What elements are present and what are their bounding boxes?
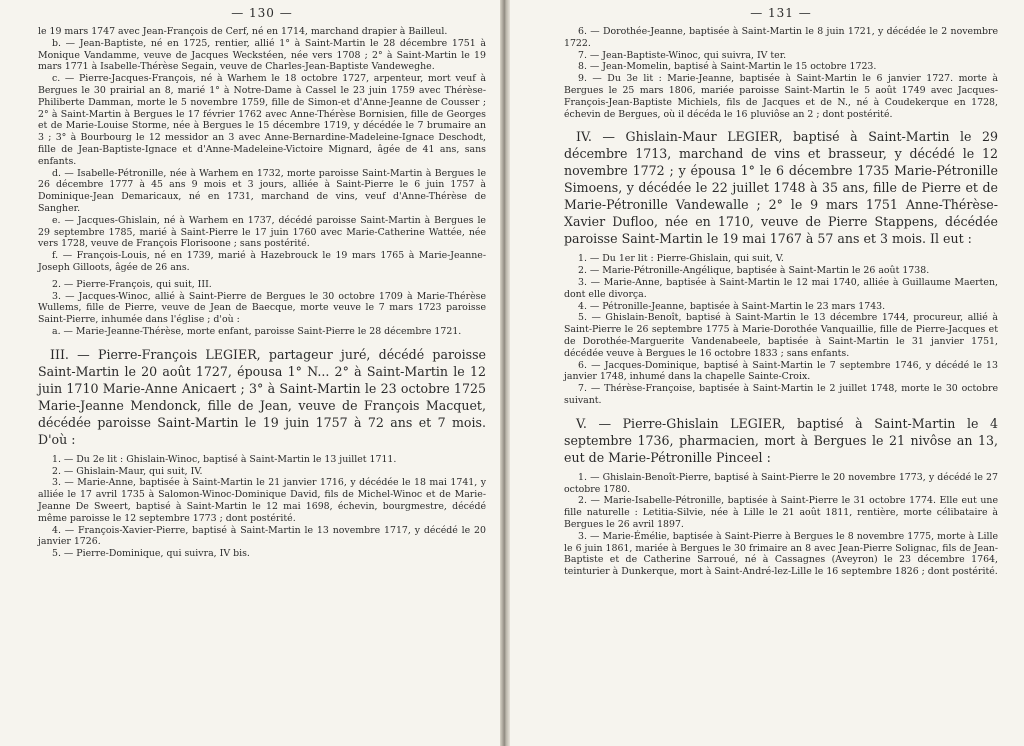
paragraph: 2. — Pierre-François, qui suit, III. [52,278,212,290]
paragraph: f. — François-Louis, né en 1739, marié à Hazebrouck le 19 mars 1765 à Marie-Jeanne-Joseph Gilloots, âgée de 26 ans. [38,250,486,273]
page-number-right: — 131 — [750,6,812,20]
page-number-left: — 130 — [231,6,293,20]
left-page [0,0,500,746]
child-entry: 8. — Jean-Momelin, baptisé à Saint-Martin le 15 octobre 1723. [578,61,877,73]
paragraph: le 19 mars 1747 avec Jean-François de Cerf, né en 1714, marchand drapier à Bailleul. [38,26,448,37]
child-entry: 3. — Marie-Anne, baptisée à Saint-Martin le 21 janvier 1716, y décédée le 18 mai 1741, y alliée le 17 avril 1735 à Salomon-Winoc-Dominique David, fils de Michel-Winoc et de Marie-Jeanne De Sweert, baptisé à Saint-Martin le 12 mai 1698, échevin, bourgmestre, décédé même paroisse le 12 septembre 1773 ; dont postérité. [38,477,486,524]
section-heading-iv: IV. — Ghislain-Maur LEGIER, baptisé à Saint-Martin le 29 décembre 1713, marchand de vins et brasseur, y décédé le 12 novembre 1772 ; y épousa 1° le 6 décembre 1735 Marie-Pétronille Simoens, y décédée le 22 juillet 1748 à 35 ans, fille de Pierre et de Marie-Pétronille Vandewalle ; 2° le 9 mars 1751 Anne-Thérèse-Xavier Dufloo, née en 1710, veuve de Pierre Stappens, décédée paroisse Saint-Martin le 19 mai 1767 à 57 ans et 3 mois. Il eut : [564,129,998,247]
paragraph: a. — Marie-Jeanne-Thérèse, morte enfant, paroisse Saint-Pierre le 28 décembre 1721. [52,325,462,337]
child-entry: 1. — Du 1er lit : Pierre-Ghislain, qui suit, V. [578,253,784,265]
child-entry: 9. — Du 3e lit : Marie-Jeanne, baptisée à Saint-Martin le 6 janvier 1727. morte à Bergues le 25 mars 1806, mariée paroisse Saint-Martin le 5 août 1749 avec Jacques-François-Jean-Baptiste Michiels, fils de Jacques et de N., né à Coudekerque en 1728, échevin de Bergues, où il décéda le 16 pluviôse an 2 ; dont postérité. [564,73,998,120]
child-entry: 3. — Marie-Émélie, baptisée à Saint-Pierre à Bergues le 8 novembre 1775, morte à Lille le 6 juin 1861, mariée à Bergues le 30 frimaire an 8 avec Jean-Pierre Solignac, fils de Jean-Baptiste et de Catherine Sarroué, né à Cassagnes (Aveyron) le 23 décembre 1764, teinturier à Dunkerque, mort à Saint-André-lez-Lille le 16 septembre 1826 ; dont postérité. [564,530,998,578]
child-entry: 2. — Ghislain-Maur, qui suit, IV. [52,465,203,477]
paragraph: c. — Pierre-Jacques-François, né à Warhem le 18 octobre 1727, arpenteur, mort veuf à Bergues le 30 prairial an 8, marié 1° à Notre-Dame à Cassel le 23 juin 1759 avec Thérèse-Philiberte Damman, morte le 5 novembre 1759, fille de Simon-et d'Anne-Jeanne de Cousser ; 2° à Saint-Martin à Bergues le 17 février 1762 avec Anne-Thérèse Bornisien, fille de Georges et de Marie-Louise Storme, née à Bergues le 15 décembre 1719, y décédée le 7 brumaire an 3 ; 3° à Bourbourg le 12 messidor an 3 avec Anne-Bernardine-Madeleine-Ignace Deschodt, fille de Jean-Baptiste-Ignace et d'Anne-Madeleine-Victoire Mignard, âgée de 41 ans, sans enfants. [38,73,486,167]
child-entry: 1. — Du 2e lit : Ghislain-Winoc, baptisé à Saint-Martin le 13 juillet 1711. [52,453,397,465]
section-heading-v: V. — Pierre-Ghislain LEGIER, baptisé à Saint-Martin le 4 septembre 1736, pharmacien, mort à Bergues le 21 nivôse an 13, eut de Marie-Pétronille Pinceel : [564,415,998,465]
child-entry: 4. — Pétronille-Jeanne, baptisée à Saint-Martin le 23 mars 1743. [578,300,886,312]
paragraph: 3. — Jacques-Winoc, allié à Saint-Pierre de Bergues le 30 octobre 1709 à Marie-Thérèse Wullems, fille de Pierre, veuve de Jean de Baecque, morte veuve le 7 mars 1723 paroisse Saint-Pierre, inhumée dans l'église ; d'où : [38,290,486,326]
child-entry: 5. — Ghislain-Benoît, baptisé à Saint-Martin le 13 décembre 1744, procureur, allié à Saint-Pierre le 26 septembre 1775 à Marie-Dorothée Vanquaillie, fille de Pierre-Jacques et de Dorothée-Marguerite Vandenabeele, baptisée à Saint-Martin le 31 janvier 1751, décédée veuve à Bergues le 16 octobre 1833 ; sans enfants. [564,312,998,359]
child-entry: 7. — Thérèse-Françoise, baptisée à Saint-Martin le 2 juillet 1748, morte le 30 octobre suivant. [564,383,998,406]
child-entry: 5. — Pierre-Dominique, qui suivra, IV bis. [52,548,250,560]
paragraph: d. — Isabelle-Pétronille, née à Warhem en 1732, morte paroisse Saint-Martin à Bergues le 26 décembre 1777 à 45 ans 9 mois et 3 jours, alliée à Saint-Pierre le 6 juin 1757 à Dominique-Jean Demaricaux, né en 1731, marchand de vins, veuf d'Anne-Thérèse de Sangher. [38,167,486,214]
section-heading-iii: III. — Pierre-François LEGIER, partageur juré, décédé paroisse Saint-Martin le 20 août 1727, épousa 1° N... 2° à Saint-Martin le 12 juin 1710 Marie-Anne Anicaert ; 3° à Saint-Martin le 23 octobre 1725 Marie-Jeanne Mendonck, fille de Jean, veuve de François Macquet, décédée paroisse Saint-Martin le 19 juin 1757 à 72 ans et 7 mois. D'où : [38,346,486,447]
paragraph: b. — Jean-Baptiste, né en 1725, rentier, allié 1° à Saint-Martin le 28 décembre 1751 à Monique Vandamme, veuve de Jacques Weckstéen, née vers 1708 ; 2° à Saint-Martin le 19 mars 1771 à Isabelle-Thérèse Segain, veuve de Charles-Jean-Baptiste Vandeweghe. [38,37,486,73]
child-entry: 3. — Marie-Anne, baptisée à Saint-Martin le 12 mai 1740, alliée à Guillaume Maerten, dont elle divorça. [564,276,998,300]
child-entry: 1. — Ghislain-Benoît-Pierre, baptisé à Saint-Pierre le 20 novembre 1773, y décédé le 27 octobre 1780. [564,471,998,495]
book-gutter [500,0,510,746]
child-entry: 4. — François-Xavier-Pierre, baptisé à Saint-Martin le 13 novembre 1717, y décédé le 20 janvier 1726. [38,524,486,548]
child-entry: 6. — Jacques-Dominique, baptisé à Saint-Martin le 7 septembre 1746, y décédé le 13 janvier 1748, inhumé dans la chapelle Sainte-Croix. [564,359,998,383]
child-entry: 2. — Marie-Pétronille-Angélique, baptisée à Saint-Martin le 26 août 1738. [578,265,930,277]
child-entry: 2. — Marie-Isabelle-Pétronille, baptisée à Saint-Pierre le 31 octobre 1774. Elle eut une fille naturelle : Letitia-Silvie, née à Lille le 21 août 1811, rentière, morte célibataire à Bergues le 26 avril 1897. [564,495,998,530]
child-entry: 6. — Dorothée-Jeanne, baptisée à Saint-Martin le 8 juin 1721, y décédée le 2 novembre 1722. [564,26,998,49]
child-entry: 7. — Jean-Baptiste-Winoc, qui suivra, IV ter. [578,49,787,61]
paragraph: e. — Jacques-Ghislain, né à Warhem en 1737, décédé paroisse Saint-Martin à Bergues le 29 septembre 1785, marié à Saint-Pierre le 17 juin 1760 avec Marie-Catherine Wattée, née vers 1728, veuve de François Florisoone ; sans postérité. [38,214,486,250]
right-page [510,0,1024,746]
